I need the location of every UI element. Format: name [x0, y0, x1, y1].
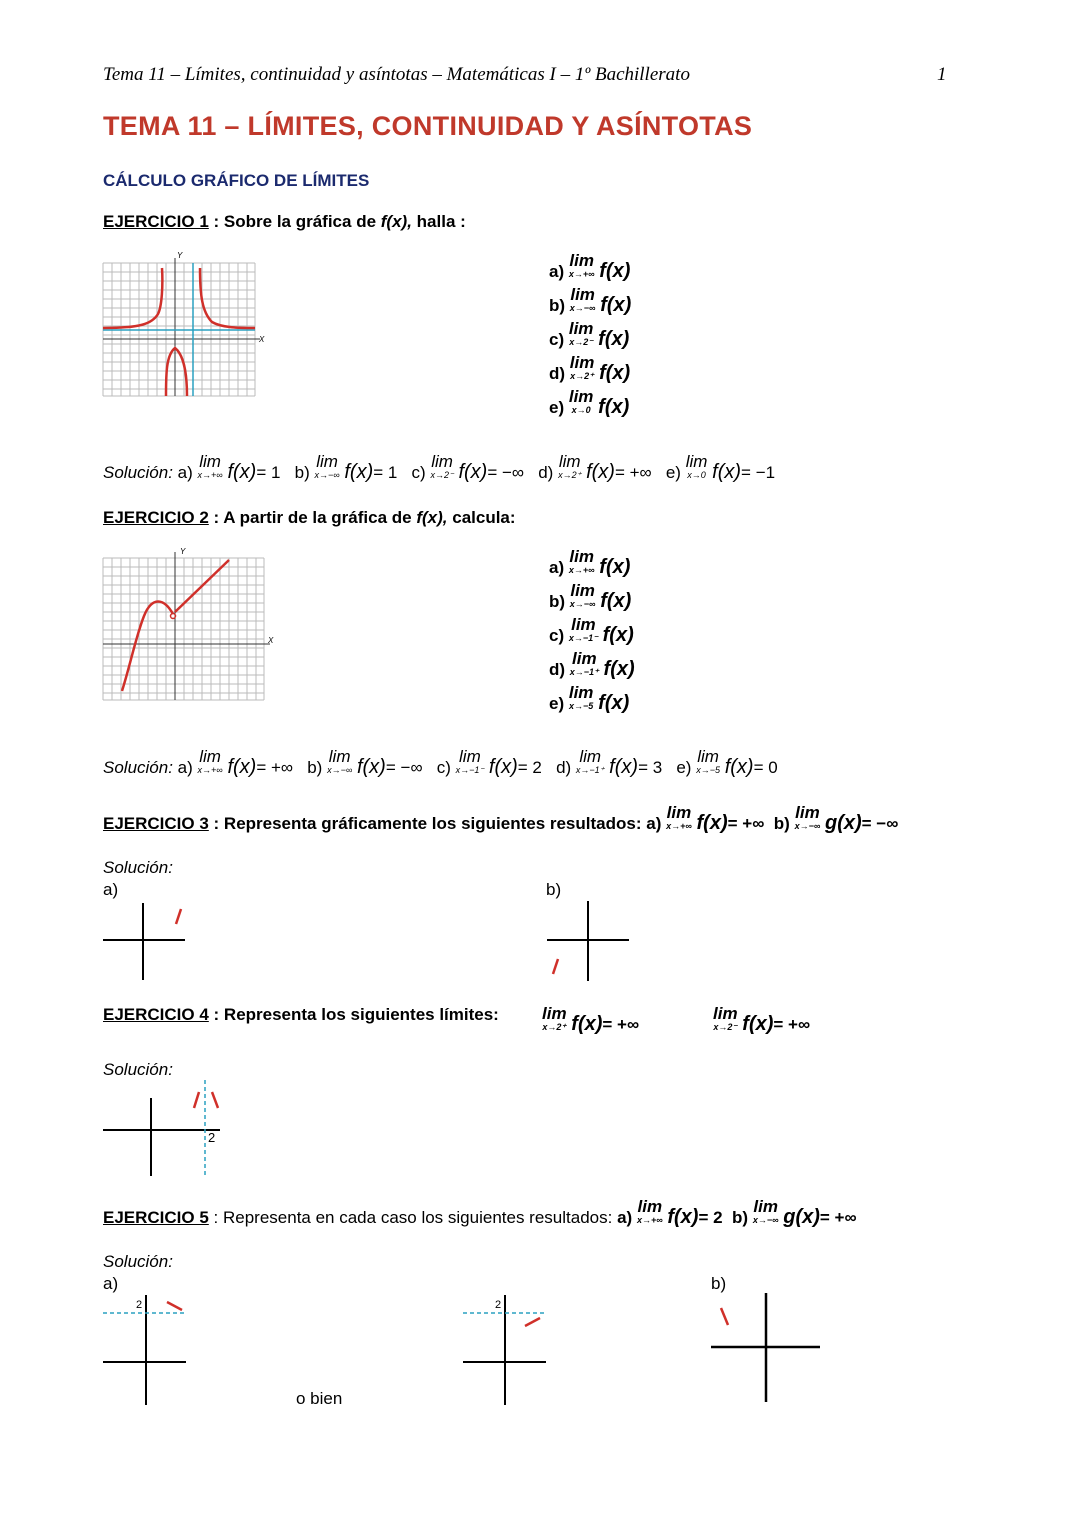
item-letter: b)	[549, 296, 566, 315]
ex5-value-b: = +∞	[819, 1208, 857, 1227]
solution-label: Solución:	[103, 463, 173, 482]
lim-word: lim	[713, 1004, 738, 1023]
lim-sub: x→−5	[696, 765, 720, 775]
ex2-item-d	[549, 650, 635, 684]
exercise-4-label: EJERCICIO 4	[103, 1005, 209, 1024]
exercise-2-items	[549, 548, 635, 718]
exercise-4-statement	[103, 1005, 499, 1025]
sol-letter: b)	[294, 463, 310, 482]
function-fx: f(x)	[571, 1013, 603, 1035]
ex2-item-c	[549, 616, 635, 650]
ex1-item-b	[549, 286, 631, 320]
exercise-5-statement	[103, 1198, 857, 1229]
ex2-item-b	[549, 582, 635, 616]
exercise-1-label: EJERCICIO 1	[103, 212, 209, 231]
exercise-3-text: : Representa gráficamente los siguientes resultados:	[208, 814, 642, 833]
lim-sub: x→+∞	[636, 1215, 663, 1225]
sol-value: = +∞	[614, 463, 652, 482]
lim-word: lim	[685, 452, 708, 471]
open-point	[171, 614, 176, 619]
lim-word: lim	[579, 747, 602, 766]
sol-value: = −∞	[385, 758, 423, 777]
sketch-ex3-b	[544, 898, 644, 988]
lim-word: lim	[328, 747, 351, 766]
exercise-2-statement	[103, 508, 516, 528]
lim-sub: x→−5	[569, 701, 594, 711]
sol-letter: c)	[411, 463, 426, 482]
sol-letter: b)	[307, 758, 323, 777]
axis-y-label: Y	[177, 251, 183, 260]
sol-letter: a)	[177, 758, 193, 777]
lim-sub: x→2⁺	[570, 371, 594, 381]
ex3-letter-a: a)	[646, 814, 662, 833]
sol-value: = 2	[517, 758, 542, 777]
function-fx: f(x)	[344, 461, 374, 483]
exercise-5-label: EJERCICIO 5	[103, 1208, 209, 1227]
graph-exercise-2	[100, 546, 280, 706]
exercise-2-label: EJERCICIO 2	[103, 508, 209, 527]
exercise-4-limit-1	[542, 1005, 639, 1036]
exercise-1-solution	[103, 453, 775, 484]
lim-sub: x→−1⁻	[568, 633, 598, 643]
lim-word: lim	[568, 387, 594, 406]
ex5-letter-a: a)	[617, 1208, 633, 1227]
exercise-5-part-b: b)	[711, 1274, 727, 1293]
mark-two: 2	[495, 1299, 502, 1311]
function-fx: f(x)	[667, 1206, 699, 1228]
function-fx: f(x)	[600, 590, 632, 612]
function-fx: f(x)	[600, 294, 632, 316]
lim-sub: x→+∞	[197, 765, 223, 775]
sol-letter: a)	[177, 463, 193, 482]
ex4-value-1: = +∞	[602, 1015, 640, 1034]
function-fx: f(x)	[712, 461, 742, 483]
function-gx: g(x)	[824, 812, 862, 834]
function-fx: f(x)	[742, 1013, 774, 1035]
arrow-from-above-icon	[167, 1302, 182, 1310]
function-fx: f(x)	[227, 461, 257, 483]
function-fx: f(x)	[488, 756, 518, 778]
mark-two: 2	[208, 1130, 216, 1145]
function-fx: f(x)	[599, 260, 631, 282]
axis-x-label: X	[268, 636, 274, 645]
function-fx: f(x)	[724, 756, 754, 778]
item-letter: a)	[549, 262, 565, 281]
sol-letter: e)	[665, 463, 681, 482]
sol-value: = 0	[753, 758, 778, 777]
function-fx: f(x)	[603, 658, 635, 680]
lim-sub: x→+∞	[197, 470, 223, 480]
lim-word: lim	[199, 452, 221, 471]
exercise-3-statement	[103, 804, 898, 835]
function-gx: g(x)	[783, 1206, 820, 1228]
lim-sub: x→−∞	[314, 470, 340, 480]
ex5-value-a: = 2	[698, 1208, 723, 1227]
lim-sub: x→2⁻	[713, 1022, 738, 1032]
arrow-up-icon	[176, 909, 181, 924]
lim-word: lim	[558, 452, 581, 471]
ex3-value-b: = −∞	[861, 814, 899, 833]
lim-sub: x→2⁺	[542, 1022, 567, 1032]
lim-sub: x→−1⁻	[455, 765, 485, 775]
item-letter: d)	[549, 660, 566, 679]
function-fx: f(x)	[598, 692, 630, 714]
sketch-ex3-a	[100, 898, 200, 988]
ex3-letter-b: b)	[773, 814, 790, 833]
lim-word: lim	[569, 353, 595, 372]
lim-sub: x→2⁺	[558, 470, 582, 480]
running-header: Tema 11 – Límites, continuidad y asíntotas – Matemáticas I – 1º Bachillerato	[103, 64, 690, 85]
item-letter: e)	[549, 694, 565, 713]
exercise-4-limit-2	[713, 1005, 810, 1036]
item-letter: a)	[549, 558, 565, 577]
exercise-1-text: : Sobre la gráfica de	[208, 212, 381, 231]
lim-sub: x→−∞	[327, 765, 353, 775]
function-fx: f(x)	[696, 812, 728, 834]
lim-word: lim	[795, 803, 820, 822]
exercise-2-solution	[103, 748, 778, 779]
sol-letter: c)	[436, 758, 451, 777]
function-fx: f(x)	[609, 756, 639, 778]
ex4-value-2: = +∞	[773, 1015, 811, 1034]
lim-sub: x→−∞	[569, 599, 596, 609]
ex2-item-a	[549, 548, 635, 582]
function-fx: f(x)	[586, 461, 615, 483]
ex1-item-d	[549, 354, 631, 388]
lim-sub: x→+∞	[568, 269, 595, 279]
sol-value: = 1	[256, 463, 281, 482]
lim-sub: x→−∞	[752, 1215, 779, 1225]
page-number: 1	[937, 64, 947, 85]
ex2-item-e	[549, 684, 635, 718]
solution-label: Solución:	[103, 758, 173, 777]
exercise-3-part-b: b)	[546, 880, 562, 899]
arrow-left-branch-icon	[194, 1092, 199, 1108]
graph-exercise-1	[100, 250, 270, 400]
sol-letter: e)	[676, 758, 692, 777]
ex1-item-c	[549, 320, 631, 354]
lim-sub: x→−1⁺	[569, 667, 599, 677]
sol-value: = +∞	[256, 758, 294, 777]
exercise-5-solution-label: Solución:	[103, 1252, 173, 1271]
sketch-ex4	[100, 1078, 240, 1178]
function-fx: f(x)	[458, 461, 488, 483]
axis-x-label: X	[259, 335, 265, 344]
lim-word: lim	[570, 285, 595, 304]
lim-word: lim	[697, 747, 719, 766]
function-fx: f(x)	[598, 328, 630, 350]
exercise-5-text: : Representa en cada caso los siguientes resultados:	[208, 1208, 613, 1227]
item-letter: c)	[549, 330, 565, 349]
function-fx: f(x)	[602, 624, 634, 646]
exercise-2-func: f(x),	[416, 508, 448, 527]
exercise-3-label: EJERCICIO 3	[103, 814, 209, 833]
sol-value: = −1	[741, 463, 776, 482]
lim-word: lim	[569, 547, 594, 566]
lim-sub: x→0	[687, 470, 706, 480]
lim-word: lim	[572, 649, 597, 668]
lim-sub: x→+∞	[666, 821, 692, 831]
exercise-2-tail: calcula:	[447, 508, 516, 527]
arrow-up-left-icon	[721, 1308, 728, 1325]
exercise-3-solution-label: Solución:	[103, 858, 173, 877]
mark-two: 2	[136, 1299, 143, 1311]
lim-sub: x→2⁻	[569, 337, 594, 347]
lim-word: lim	[637, 1197, 663, 1216]
sol-letter: d)	[538, 463, 554, 482]
lim-word: lim	[571, 615, 596, 634]
function-fx: f(x)	[227, 756, 257, 778]
item-letter: d)	[549, 364, 566, 383]
ex1-item-e	[549, 388, 631, 422]
sol-value: = 1	[373, 463, 398, 482]
function-fx: f(x)	[599, 362, 631, 384]
sol-value: = 3	[638, 758, 663, 777]
exercise-4-solution-label: Solución:	[103, 1060, 173, 1079]
lim-word: lim	[316, 452, 338, 471]
item-letter: e)	[549, 398, 565, 417]
arrow-right-branch-icon	[212, 1092, 218, 1108]
lim-word: lim	[542, 1004, 567, 1023]
sol-letter: d)	[556, 758, 572, 777]
lim-word: lim	[569, 251, 594, 270]
lim-sub: x→−∞	[569, 303, 596, 313]
lim-sub: x→0	[571, 405, 591, 415]
exercise-1-tail: halla :	[411, 212, 466, 231]
exercise-1-items	[549, 252, 631, 422]
ex1-item-a	[549, 252, 631, 286]
exercise-2-text: : A partir de la gráfica de	[208, 508, 417, 527]
arrow-down-icon	[553, 959, 558, 974]
item-letter: c)	[549, 626, 565, 645]
exercise-5-part-a: a)	[103, 1274, 119, 1293]
lim-word: lim	[568, 319, 594, 338]
exercise-1-func: f(x),	[380, 212, 412, 231]
ex5-letter-b: b)	[732, 1208, 749, 1227]
page-title: TEMA 11 – LÍMITES, CONTINUIDAD Y ASÍNTOTAS	[103, 111, 753, 141]
lim-sub: x→2⁻	[430, 470, 454, 480]
exercise-3-part-a: a)	[103, 880, 119, 899]
lim-sub: x→+∞	[568, 565, 595, 575]
sketch-ex5-a2	[460, 1290, 560, 1410]
exercise-1-statement	[103, 212, 466, 232]
lim-word: lim	[666, 803, 692, 822]
lim-word: lim	[753, 1197, 778, 1216]
section-title: CÁLCULO GRÁFICO DE LÍMITES	[103, 171, 370, 190]
sketch-ex5-b	[708, 1290, 828, 1410]
lim-word: lim	[570, 581, 595, 600]
lim-word: lim	[199, 747, 221, 766]
function-fx: f(x)	[598, 396, 630, 418]
axis-y-label: Y	[180, 547, 186, 556]
item-letter: b)	[549, 592, 566, 611]
sketch-ex5-a1	[100, 1290, 200, 1410]
sol-value: = −∞	[487, 463, 525, 482]
or-else-text: o bien	[296, 1389, 343, 1408]
lim-word: lim	[459, 747, 481, 766]
lim-word: lim	[568, 683, 594, 702]
lim-sub: x→−∞	[794, 821, 821, 831]
function-fx: f(x)	[599, 556, 631, 578]
lim-word: lim	[431, 452, 453, 471]
exercise-4-text: : Representa los siguientes límites:	[208, 1005, 499, 1024]
function-fx: f(x)	[356, 756, 386, 778]
lim-sub: x→−1⁺	[575, 765, 605, 775]
ex3-value-a: = +∞	[727, 814, 765, 833]
arrow-from-below-icon	[525, 1318, 540, 1326]
